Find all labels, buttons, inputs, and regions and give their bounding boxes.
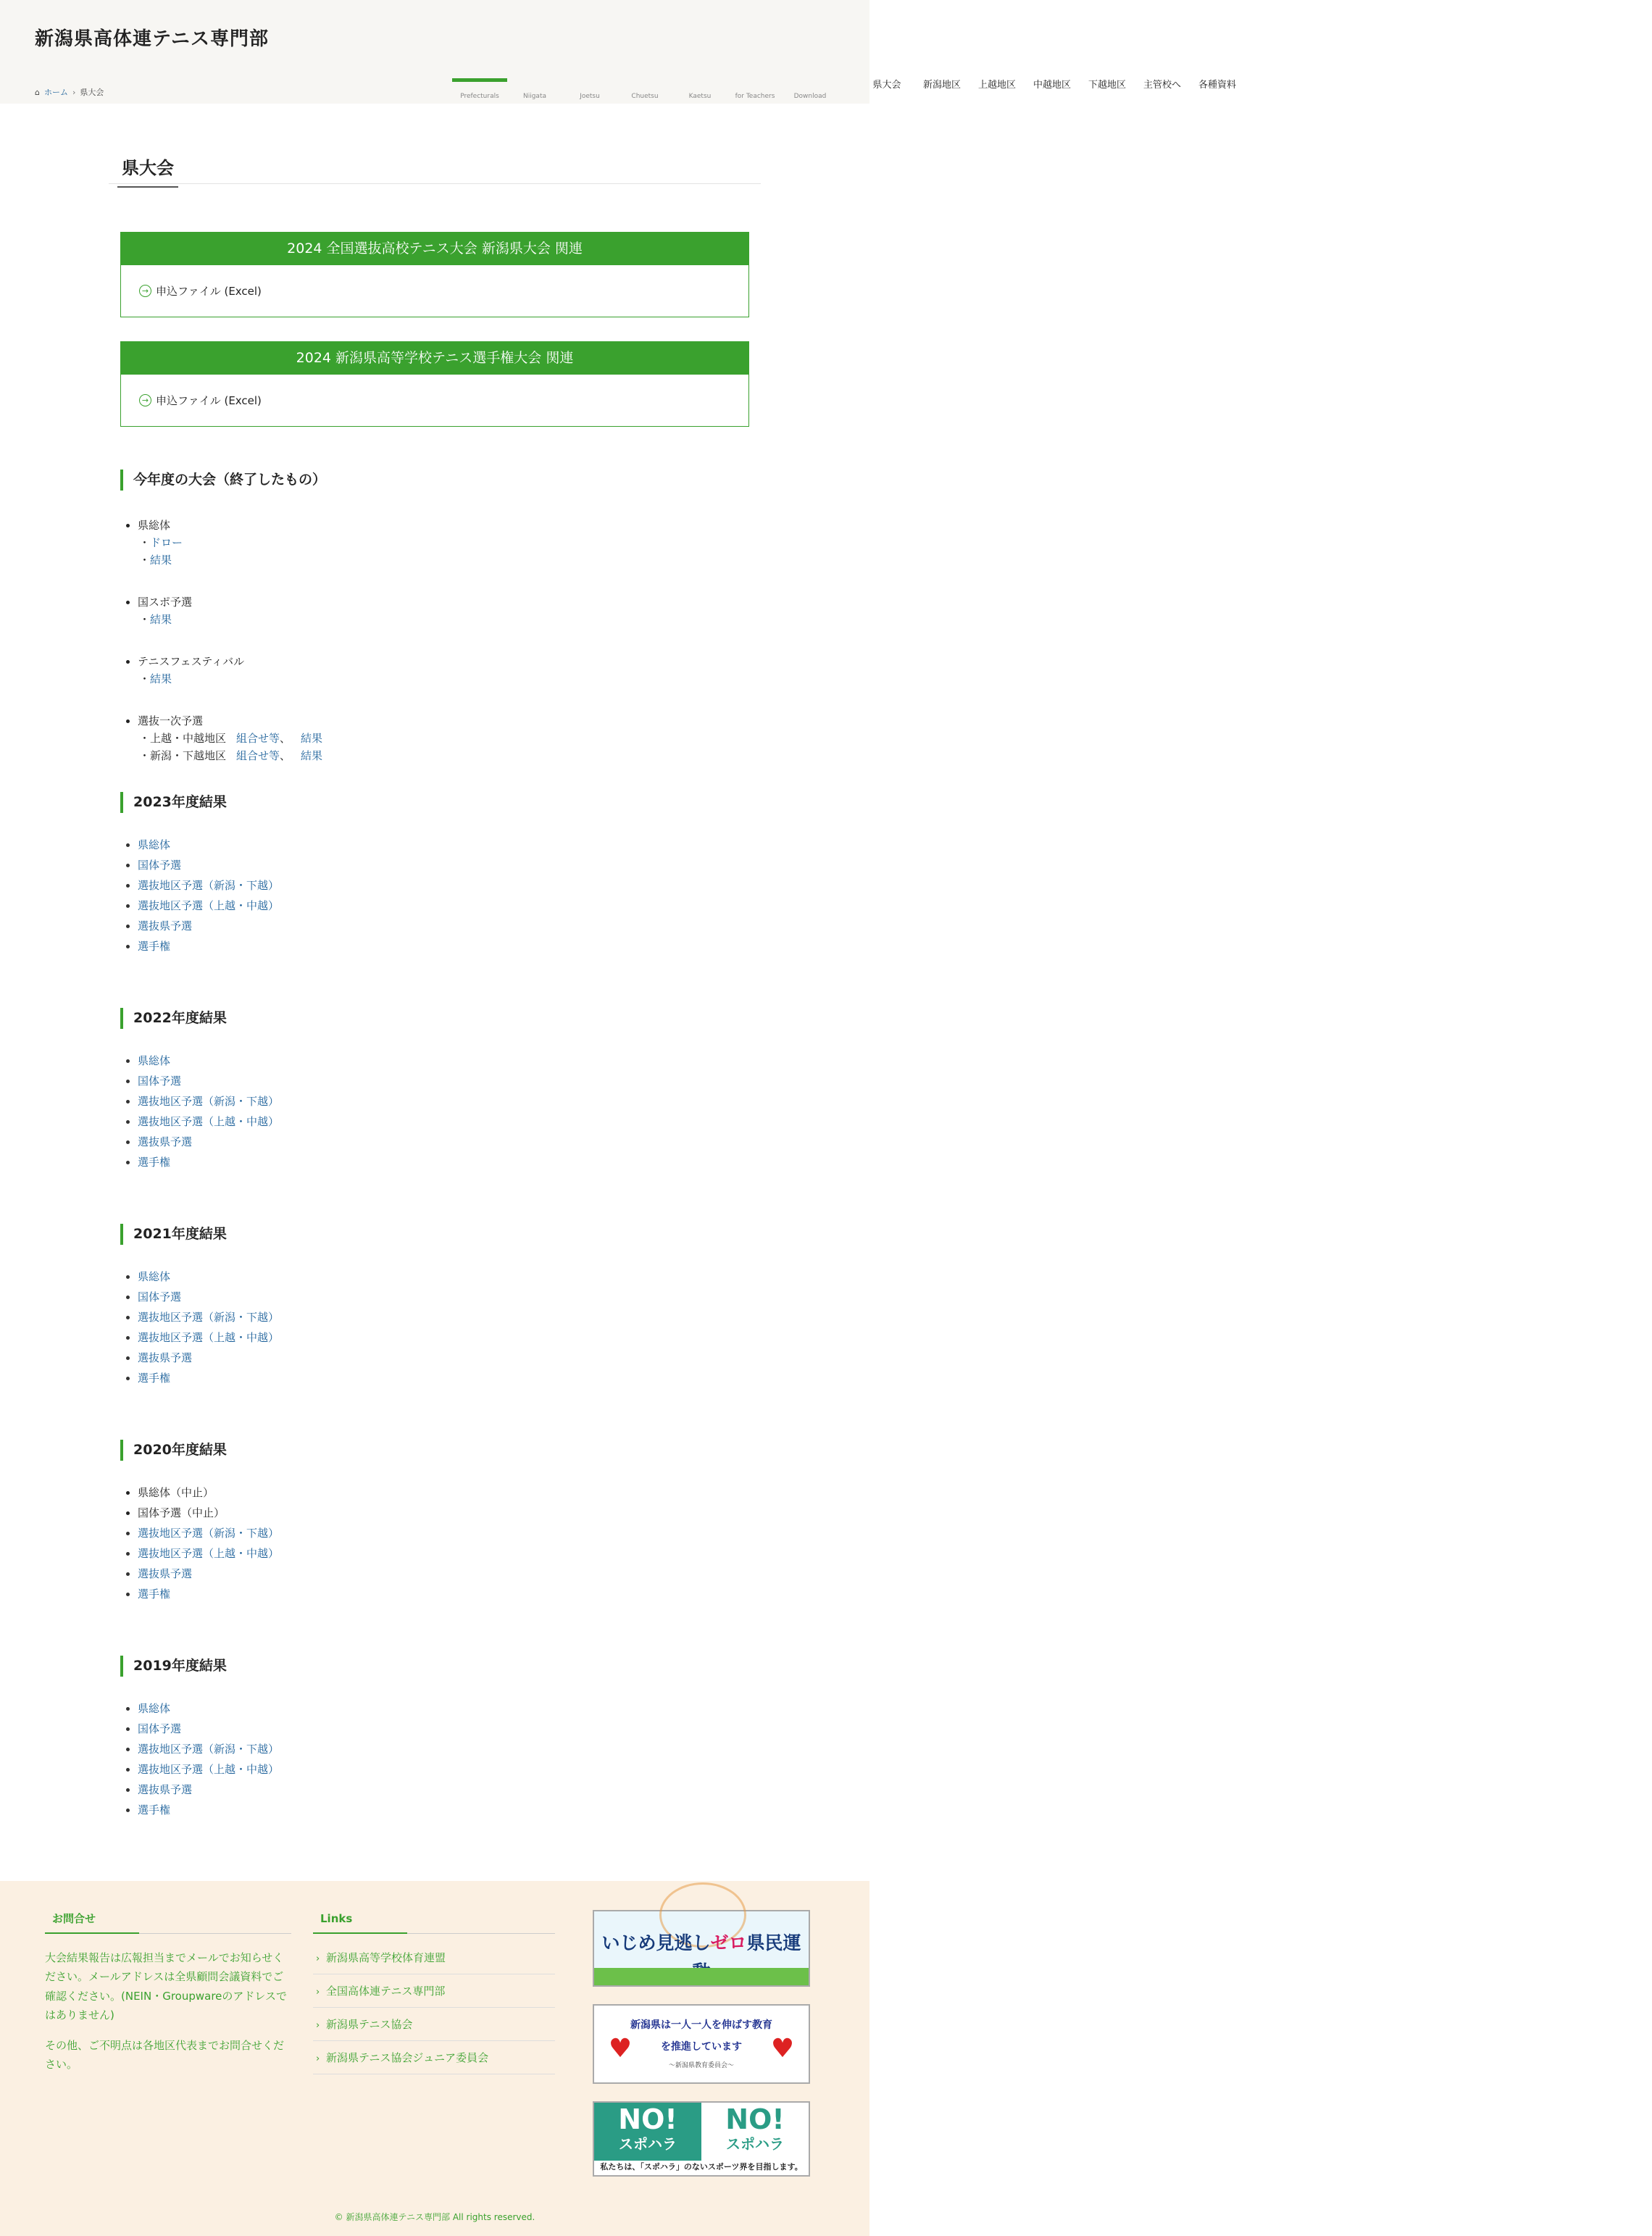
contact-widget [45,1910,291,2074]
list-item [138,712,749,764]
nav-label: 新潟地区 [922,80,961,91]
current-year-section [120,470,749,764]
result-list [138,1482,749,1604]
application-file-link[interactable]: 申込ファイル (Excel) [156,393,262,407]
nav-sublabel: Prefecturals [460,92,499,100]
nav-sublabel: Niigata [522,92,546,100]
result-link[interactable]: 結果 [301,732,323,745]
result-link[interactable]: 選手権 [138,1372,171,1385]
result-link[interactable]: 県総体 [138,1054,171,1067]
nav-sublabel: Download [793,92,827,100]
nav-label: 下越地区 [1088,80,1126,91]
list-item [138,1287,749,1307]
banner-caption: 私たちは、「スポハラ」のないスポーツ界を目指します。 [600,2162,803,2172]
list-item [138,1267,749,1287]
copyright: © 新潟県高体連テニス専門部 All rights reserved. [334,2211,535,2222]
list-item [138,1759,749,1780]
result-link[interactable]: 結果 [150,613,172,626]
footer-link-label: 全国高体連テニス専門部 [326,1985,446,1998]
section-title: 今年度の大会（終了したもの） [120,470,749,491]
result-link[interactable]: 選手権 [138,1803,171,1816]
breadcrumb-current: 県大会 [80,88,104,98]
contact-text: 大会結果報告は広報担当までメールでお知らせください。メールアドレスは全県顧問会議資料でご確認ください。(NEIN・Groupwareのアドレスではありません) [45,1951,287,2022]
footer-link[interactable] [313,2041,555,2074]
result-link[interactable]: 選抜地区予選（上越・中越） [138,1331,280,1344]
nav-sublabel: Chuetsu [631,92,659,100]
application-file-link[interactable]: 申込ファイル (Excel) [156,284,262,298]
bullet-mark: ・ [139,672,151,685]
result-link[interactable]: 国体予選 [138,859,182,872]
list-item [138,1719,749,1739]
nav-label: 主管校へ [1143,80,1181,91]
list-item [138,855,749,875]
result-link[interactable]: 選抜県予選 [138,1351,193,1364]
region-label: ・上越・中越地区 [139,732,227,745]
pairings-link[interactable]: 組合せ等 [236,732,280,745]
list-item [138,1368,749,1388]
footer-link-label: 新潟県テニス協会ジュニア委員会 [326,2051,489,2064]
year-section-2020 [120,1440,749,1604]
list-item [138,1739,749,1759]
site-footer [0,1881,869,2236]
heart-icon: ♥ [770,2034,795,2064]
banner-panel: NO! スポハラ [701,2103,809,2161]
footer-link[interactable] [313,1941,555,1974]
result-link[interactable]: 県総体 [138,1270,171,1283]
banner-caption: 〜新潟県教育委員会〜 [668,2062,734,2069]
list-item [138,653,749,688]
notice-box [120,341,749,427]
nav-sublabel: Joetsu [580,92,600,100]
list-item [138,1564,749,1584]
list-item [138,593,749,628]
arrow-circle-icon: → [139,285,151,297]
list-item [138,1523,749,1543]
section-title: 2023年度結果 [120,792,749,813]
notice-box [120,232,749,317]
list-item [138,936,749,956]
result-link[interactable]: 選抜県予選 [138,1135,193,1148]
result-list [138,1267,749,1388]
result-link[interactable]: 国体予選 [138,1722,182,1735]
banner-text: 新潟県は一人一人を伸ばす教育 [630,2019,772,2031]
footer-link[interactable] [313,2008,555,2041]
list-item [138,517,749,569]
chevron-right-icon: › [316,2020,320,2031]
list-item [138,1698,749,1719]
result-link[interactable]: 結果 [150,554,172,567]
list-item: • 国体予選（中止） [138,1503,749,1523]
result-list [138,835,749,956]
list-item [138,1348,749,1368]
nav-sublabel: Kaetsu [688,92,712,100]
list-item [138,896,749,916]
result-link[interactable]: 選抜地区予選（上越・中越） [138,1115,280,1128]
banner-text: を推進しています [661,2041,742,2053]
list-item [138,1111,749,1132]
result-link[interactable]: 県総体 [138,838,171,851]
contact-title: お問合せ [45,1910,291,1934]
draw-link[interactable]: ドロー [150,536,183,549]
result-link[interactable]: 結果 [150,672,172,685]
education-banner[interactable] [593,2004,810,2084]
footer-link-label: 新潟県高等学校体育連盟 [326,1951,446,1964]
notice-box-title: 2024 全国選抜高校テニス大会 新潟県大会 関連 [121,233,748,265]
contact-text: その他、ご不明点は各地区代表までお問合せください。 [45,2039,285,2072]
separator: 、 [280,732,291,745]
event-name: • 国スポ予選 [138,596,193,609]
result-link[interactable]: 国体予選 [138,1075,182,1088]
pairings-link[interactable]: 組合せ等 [236,749,280,762]
result-link[interactable]: 結果 [301,749,323,762]
event-name: • 県総体 [138,519,171,532]
result-link[interactable]: 選抜地区予選（上越・中越） [138,899,280,912]
list-item [138,1091,749,1111]
result-link[interactable]: 国体予選 [138,1290,182,1303]
result-link[interactable]: 選抜県予選 [138,919,193,933]
section-title: 2019年度結果 [120,1656,749,1677]
event-name: • テニスフェスティバル [138,655,245,668]
list-item [138,835,749,855]
list-item [138,1307,749,1327]
year-section-2022 [120,1008,749,1172]
page-title: 県大会 [117,154,178,188]
chevron-right-icon: › [316,1953,320,1964]
bullet-mark: ・ [139,613,151,626]
arrow-circle-icon: → [139,394,151,406]
result-list [138,1698,749,1820]
banner-text: いじめ見逃しゼロ県民運 [601,1932,801,1953]
result-link[interactable]: 選抜県予選 [138,1567,193,1580]
list-item [138,1071,749,1091]
result-link[interactable]: 選抜県予選 [138,1783,193,1796]
year-section-2023 [120,792,749,956]
notice-box-title: 2024 新潟県高等学校テニス選手権大会 関連 [121,342,748,375]
list-item [138,1152,749,1172]
footer-link[interactable] [313,1974,555,2008]
event-name: • 選抜一次予選 [138,714,204,727]
list-item [138,1800,749,1820]
list-item [138,875,749,896]
section-title: 2021年度結果 [120,1224,749,1245]
nav-label: 中越地区 [1032,80,1071,91]
chevron-right-icon: › [72,88,76,98]
result-link[interactable]: 選抜地区予選（新潟・下越） [138,879,280,892]
notice-box-body [121,375,748,426]
region-label: ・新潟・下越地区 [139,749,227,762]
banner-column [593,1910,810,2194]
anti-bullying-banner[interactable] [593,1910,810,1987]
result-link[interactable]: 選抜地区予選（新潟・下越） [138,1527,280,1540]
nav-label: 上越地区 [977,80,1016,91]
banner-panel: NO! スポハラ [594,2103,701,2161]
result-link[interactable]: 選抜地区予選（上越・中越） [138,1547,280,1560]
list-item: • 県総体（中止） [138,1482,749,1503]
year-section-2021 [120,1224,749,1388]
result-link[interactable]: 選抜地区予選（新潟・下越） [138,1311,280,1324]
breadcrumb-home[interactable]: ホーム [43,88,68,98]
notice-box-body [121,265,748,317]
year-section-2019 [120,1656,749,1820]
section-title: 2020年度結果 [120,1440,749,1461]
grass-graphic [594,1968,809,1985]
main-content [0,104,869,1820]
chevron-right-icon: › [316,1987,320,1998]
chevron-right-icon: › [316,2053,320,2064]
result-link[interactable]: 選手権 [138,940,171,953]
home-icon: ⌂ [35,88,40,98]
list-item [138,1780,749,1800]
list-item [138,1327,749,1348]
links-widget [313,1910,555,2074]
nav-sublabel: for Teachers [735,92,775,100]
list-item [138,1543,749,1564]
global-nav [452,29,1236,100]
footer-link-label: 新潟県テニス協会 [326,2018,413,2031]
nav-label: 県大会 [872,80,901,91]
result-link[interactable]: 県総体 [138,1702,171,1715]
result-link[interactable]: 選手権 [138,1156,171,1169]
list-item [138,1051,749,1071]
result-link[interactable]: 選抜地区予選（上越・中越） [138,1763,280,1776]
bullet-mark: ・ [139,554,151,567]
separator: 、 [280,749,291,762]
current-event-list [138,517,749,764]
site-title[interactable]: 新潟県高体連テニス専門部 [35,28,269,50]
no-sports-harassment-banner[interactable] [593,2101,810,2177]
section-title: 2022年度結果 [120,1008,749,1029]
result-link[interactable]: 選抜地区予選（新潟・下越） [138,1743,280,1756]
result-list [138,1051,749,1172]
page-title-bar [109,154,761,184]
bullet-mark: ・ [139,536,151,549]
list-item [138,1132,749,1152]
result-link[interactable]: 選手権 [138,1588,171,1601]
links-title: Links [313,1910,555,1934]
heart-icon: ♥ [608,2034,633,2064]
list-item [138,916,749,936]
nav-label: 各種資料 [1198,80,1236,91]
result-link[interactable]: 選抜地区予選（新潟・下越） [138,1095,280,1108]
list-item [138,1584,749,1604]
